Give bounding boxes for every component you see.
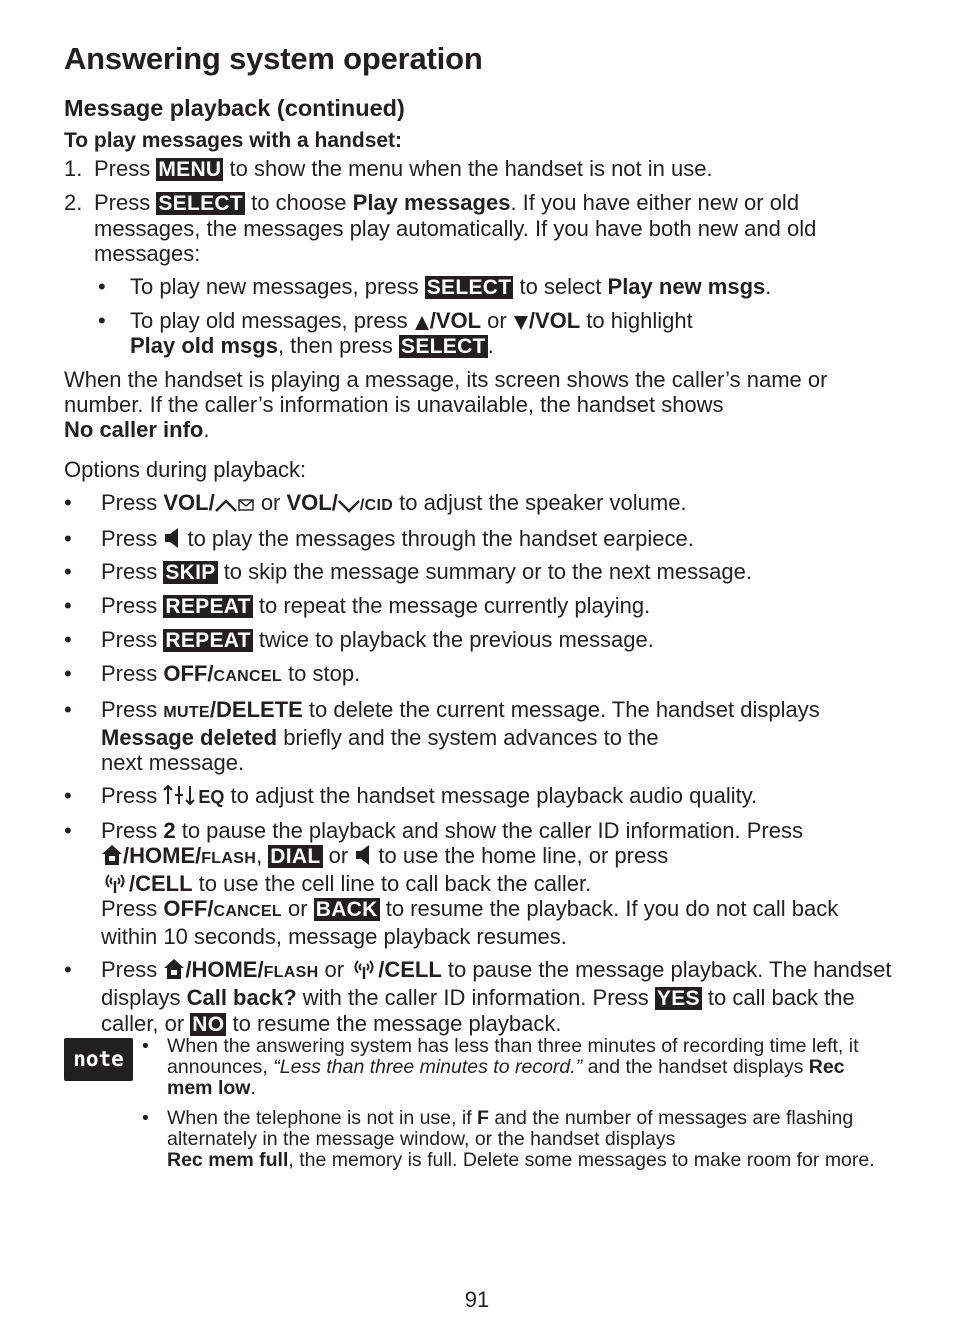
repeat-key: REPEAT xyxy=(165,629,251,652)
page-title: Answering system operation xyxy=(64,41,483,76)
menu-key: MENU xyxy=(158,158,222,181)
text-span: to show the menu when the handset is not in use. xyxy=(223,156,713,181)
select-key: SELECT xyxy=(401,335,486,358)
text-span: Press xyxy=(101,896,164,921)
home-icon xyxy=(101,844,123,866)
text-span: OFF/ xyxy=(163,661,214,686)
text-span: Press xyxy=(101,697,164,722)
text-span: to adjust the speaker volume. xyxy=(393,490,687,515)
option-pause-callerid xyxy=(64,818,894,949)
text-span: Press xyxy=(94,156,157,181)
yes-key: YES xyxy=(656,987,700,1010)
text-span: OFF/ xyxy=(163,896,214,921)
text-span: next message. xyxy=(101,750,245,775)
text-span: When the telephone is not in use, if xyxy=(167,1107,478,1129)
text-span: 2. xyxy=(64,190,83,215)
text-span: twice to playback the previous message. xyxy=(252,627,654,652)
text-span: or xyxy=(318,957,351,982)
text-span: Press xyxy=(101,490,164,515)
text-span: To play new messages, press xyxy=(130,274,425,299)
text-span: Press xyxy=(101,661,164,686)
text-span: Press xyxy=(101,593,164,618)
text-span: When the handset is playing a message, its screen shows the caller’s name or number. If the caller’s information is unavailable, the handset shows xyxy=(64,367,828,417)
option-repeat xyxy=(64,593,894,619)
text-span: F xyxy=(477,1107,489,1129)
notes-list xyxy=(64,1036,894,1171)
playing-paragraph xyxy=(64,367,894,442)
text-span: to use the home line, or press xyxy=(372,843,669,868)
text-span: Press xyxy=(101,818,164,843)
text-span: and the handset displays xyxy=(582,1056,809,1078)
text-span: to adjust the handset message playback audio quality. xyxy=(224,783,758,808)
vol-down-icon xyxy=(338,499,360,513)
text-span: or xyxy=(481,308,513,333)
text-span: Press xyxy=(101,559,164,584)
step-1 xyxy=(64,156,894,182)
page-number: 91 xyxy=(464,1287,490,1312)
option-eq xyxy=(64,783,894,810)
text-span: 2 xyxy=(163,818,176,843)
page-content xyxy=(64,40,894,1045)
text-span: or xyxy=(254,490,287,515)
text-span: to delete the current message. The handset displays xyxy=(302,697,820,722)
text-span: . xyxy=(203,417,210,442)
down-arrow-icon xyxy=(513,315,529,331)
text-span: /DELETE xyxy=(209,697,303,722)
no-key: NO xyxy=(192,1013,225,1036)
text-span: Press xyxy=(101,627,164,652)
text-span: to pause the message playback. The handset displays xyxy=(101,957,892,1010)
text-span: Press xyxy=(101,783,164,808)
text-span: FLASH xyxy=(263,964,319,981)
text-span: to choose xyxy=(245,190,353,215)
vol-up-icon xyxy=(215,499,237,513)
text-span: and the number of messages are flashing alternately in the message window, or the handset displays xyxy=(167,1107,854,1150)
skip-key: SKIP xyxy=(165,561,216,584)
text-span: FLASH xyxy=(201,850,257,867)
text-span: . xyxy=(487,333,494,358)
text-span: Press xyxy=(101,957,164,982)
option-repeat-twice xyxy=(64,627,894,653)
text-span: Rec mem low xyxy=(167,1056,845,1099)
option-stop xyxy=(64,661,894,689)
text-span: to repeat the message currently playing. xyxy=(252,593,651,618)
sub-item-new xyxy=(94,274,894,300)
text-span: EQ xyxy=(198,787,225,807)
text-span: 1. xyxy=(64,156,83,181)
eq-icon xyxy=(163,784,195,806)
text-span: Rec mem full xyxy=(167,1149,289,1171)
sub-item-old xyxy=(94,308,894,359)
text-span: No caller info xyxy=(64,417,204,442)
text-span: VOL/ xyxy=(163,490,215,515)
text-span: /CID xyxy=(359,497,394,514)
option-skip xyxy=(64,559,894,585)
text-span: . If you have either new or old messages, the messages play automatically. If you have both new and old messages: xyxy=(94,190,817,266)
home-icon xyxy=(163,958,185,980)
text-span: to pause the playback and show the caller ID information. Press xyxy=(175,818,803,843)
text-span: , the memory is full. Delete some messages to make room for more. xyxy=(288,1149,875,1171)
text-span: /VOL xyxy=(528,308,581,333)
text-span: to call back the caller, or xyxy=(101,985,855,1036)
select-key: SELECT xyxy=(426,276,512,299)
text-span: with the caller ID information. Press xyxy=(296,985,655,1010)
text-span: to play the messages through the handset earpiece. xyxy=(181,526,694,551)
text-span: Message deleted xyxy=(101,725,278,750)
message-icon xyxy=(237,497,255,513)
note-section xyxy=(64,1036,894,1180)
note-item-rec-mem-full xyxy=(167,1108,894,1171)
text-span: MUTE xyxy=(163,704,210,721)
text-span: . xyxy=(765,274,772,299)
text-span: CANCEL xyxy=(213,668,282,685)
text-span: Press xyxy=(94,190,157,215)
step-2 xyxy=(64,190,894,359)
text-span: “Less than three minutes to record.” xyxy=(273,1056,583,1078)
text-span: to stop. xyxy=(281,661,361,686)
text-span: , then press xyxy=(277,333,400,358)
text-span: to resume the message playback. xyxy=(226,1011,562,1036)
text-span: When the answering system has less than three minutes of recording time left, it announces, xyxy=(167,1035,859,1078)
cell-icon xyxy=(350,958,378,980)
text-span: Play new msgs xyxy=(607,274,766,299)
up-arrow-icon xyxy=(414,315,430,331)
back-key: BACK xyxy=(315,898,378,921)
cell-icon xyxy=(101,872,129,894)
text-span: or xyxy=(281,896,314,921)
text-span: to highlight xyxy=(580,308,693,333)
text-span: Play messages xyxy=(352,190,511,215)
options-intro: Options during playback: xyxy=(64,457,307,482)
note-badge: note xyxy=(64,1038,133,1081)
option-delete xyxy=(64,697,894,775)
steps-list xyxy=(64,156,894,359)
text-span: to resume the playback. If you do not call back within 10 seconds, message playback resumes. xyxy=(101,896,839,949)
speaker-icon xyxy=(354,844,372,866)
text-span: VOL/ xyxy=(286,490,338,515)
text-span: to select xyxy=(513,274,608,299)
section-subtitle: Message playback (continued) xyxy=(64,95,405,121)
handset-heading: To play messages with a handset: xyxy=(64,129,403,152)
option-volume xyxy=(64,490,894,518)
text-span: or xyxy=(322,843,355,868)
option-earpiece xyxy=(64,526,894,551)
text-span: /CELL xyxy=(378,957,442,982)
text-span: Call back? xyxy=(186,985,297,1010)
text-span: /HOME/ xyxy=(185,957,264,982)
option-callback xyxy=(64,957,894,1037)
text-span: To play old messages, press xyxy=(130,308,414,333)
text-span: briefly and the system advances to the xyxy=(277,725,659,750)
note-item-rec-mem-low xyxy=(167,1036,894,1099)
select-key: SELECT xyxy=(158,192,244,215)
text-span: , xyxy=(256,843,269,868)
text-span: CANCEL xyxy=(213,903,282,920)
text-span: /HOME/ xyxy=(123,843,202,868)
text-span: . xyxy=(250,1077,256,1099)
dial-key: DIAL xyxy=(270,845,321,868)
text-span: /VOL xyxy=(429,308,482,333)
text-span: Play old msgs xyxy=(130,333,278,358)
options-list xyxy=(64,490,894,1037)
text-span: Press xyxy=(101,526,164,551)
sub-list xyxy=(94,274,894,359)
repeat-key: REPEAT xyxy=(165,595,251,618)
speaker-icon xyxy=(163,527,181,549)
text-span: /CELL xyxy=(129,871,193,896)
text-span: to use the cell line to call back the caller. xyxy=(192,871,592,896)
text-span: to skip the message summary or to the next message. xyxy=(217,559,752,584)
